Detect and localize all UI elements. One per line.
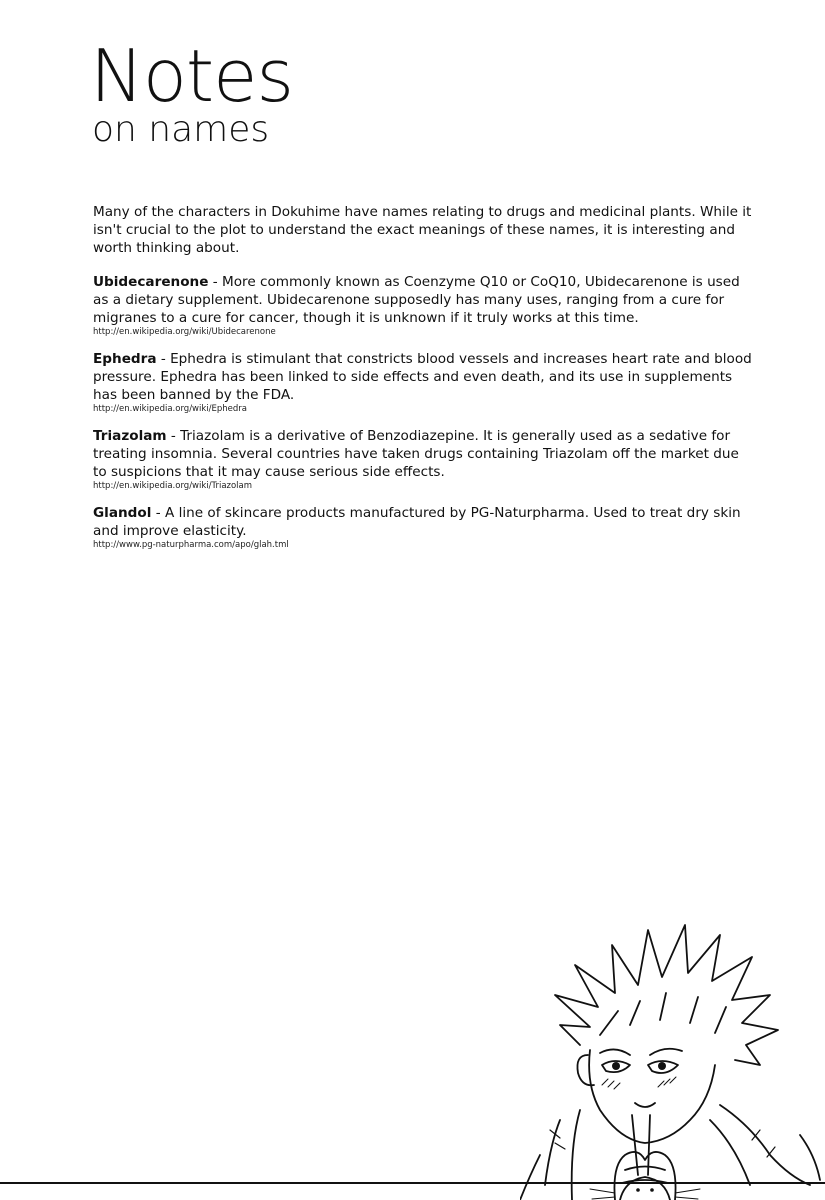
character-illustration (520, 915, 825, 1200)
note-source-link: http://en.wikipedia.org/wiki/Ephedra (93, 404, 247, 414)
hair-strands (600, 993, 726, 1035)
page-title: Notes (90, 34, 293, 118)
note-entry-glandol (93, 504, 753, 551)
note-entry-triazolam (93, 427, 753, 492)
note-term: Glandol (93, 505, 152, 521)
note-entry-ephedra (93, 350, 753, 415)
note-term: Triazolam (93, 428, 167, 444)
note-term: Ubidecarenone (93, 274, 209, 290)
note-source-link: http://en.wikipedia.org/wiki/Triazolam (93, 481, 253, 491)
mouth (635, 1103, 655, 1107)
note-source-link: http://www.pg-naturpharma.com/apo/glah.tml (93, 540, 289, 550)
note-source-link: http://en.wikipedia.org/wiki/Ubidecarenone (93, 327, 276, 337)
page-subtitle: on names (92, 109, 270, 150)
note-term: Ephedra (93, 351, 157, 367)
clasped-hands (614, 1152, 675, 1200)
notes-body (93, 203, 753, 563)
floor-line (0, 1182, 825, 1184)
note-description: - Ephedra is stimulant that constricts blood vessels and increases heart rate and blood pressure. Ephedra has been linked to side effects and even death, and its use in supplements has been banned by the FDA. (93, 351, 752, 403)
hair-outline (555, 925, 778, 1065)
note-text (93, 504, 753, 540)
ear (577, 1055, 594, 1085)
note-description: - More commonly known as Coenzyme Q10 or CoQ10, Ubidecarenone is used as a dietary supplement. Ubidecarenone supposedly has many uses, ranging from a cure for migranes to a cure for cancer, though it is unknown if it truly works at this time. (93, 274, 740, 326)
intro-paragraph: Many of the characters in Dokuhime have names relating to drugs and medicinal plants. While it isn't crucial to the plot to understand the exact meanings of these names, it is interesting and worth thinking about. (93, 204, 752, 256)
note-description: - A line of skincare products manufactured by PG-Naturpharma. Used to treat dry skin and improve elasticity. (93, 505, 741, 539)
note-text (93, 427, 753, 481)
note-description: - Triazolam is a derivative of Benzodiazepine. It is generally used as a sedative for treating insomnia. Several countries have taken drugs containing Triazolam off the market due to suspicions that it may cause serious side effects. (93, 428, 739, 480)
note-text (93, 273, 753, 327)
note-entry-ubidecarenone (93, 273, 753, 338)
note-text (93, 350, 753, 404)
